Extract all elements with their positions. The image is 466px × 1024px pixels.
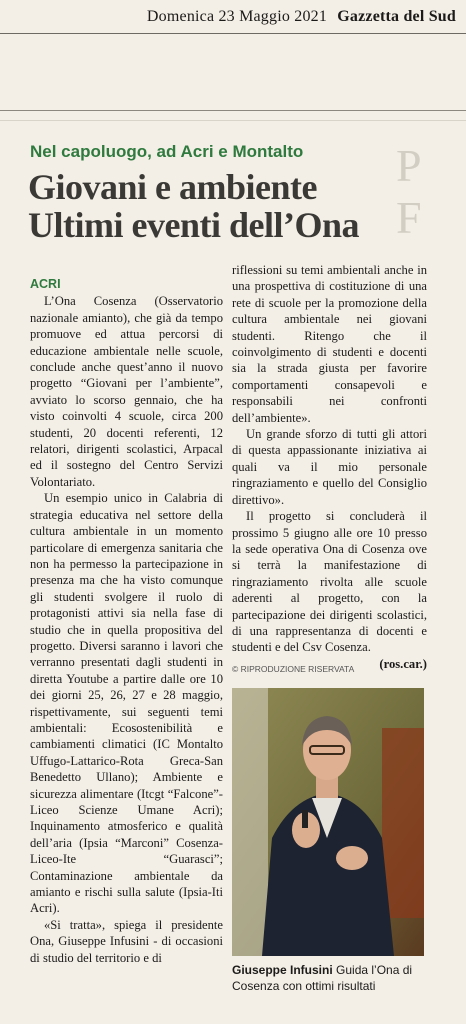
portrait-photo	[232, 688, 424, 956]
section-divider	[0, 110, 466, 111]
body-paragraph: «Si tratta», spiega il presidente Ona, Giuseppe Infusini - di occasioni di studio del territorio e di	[30, 917, 223, 965]
fold-line	[0, 120, 466, 121]
headline-line-2: Ultimi eventi dell’Ona	[28, 205, 359, 245]
body-paragraph: L’Ona Cosenza (Osservatorio nazionale amianto), che già da tempo promuove ed attua percorsi di educazione ambientale nelle scuole, conclude anche quest’anno il nuovo progetto “Giovani per l’ambiente”, avviato lo scorso gennaio, che ha visto coinvolti 4 scuole, circa 200 studenti, 20 docenti referenti, 12 relatori, dirigenti scolastici, Arpacal ed il sostegno del Centro Servizi Volontariato.	[30, 294, 223, 489]
body-paragraph: Un grande sforzo di tutti gli attori di questa appassionante iniziativa ai quali va il mio personale ringraziamento e quello del Consiglio direttivo».	[232, 427, 427, 507]
caption-text: Guida l’Ona di Cosenza con ottimi risultati	[232, 963, 413, 993]
body-paragraph: riflessioni su temi ambientali anche in una prospettiva di costituzione di una rete di scuole per la promozione della cultura ambientale nei giovani studenti. Ritengo che il coinvolgimento di studenti e docenti sia la strada giusta per favorire comportamenti consapevoli e responsabili nei confronti dell’ambiente».	[232, 263, 427, 425]
body-paragraph: Il progetto si concluderà il prossimo 5 giugno alle ore 10 presso la sede operativa Ona di Cosenza ove si terrà la manifestazione di ringraziamento rivolta alle scuole aderenti al progetto, con la partecipazione dei dirigenti scolastici, di una rappresentanza di docenti e studenti e del Csv Cosenza.	[232, 509, 427, 655]
article-headline	[28, 168, 438, 244]
issue-date: Domenica 23 Maggio 2021	[146, 8, 328, 25]
caption-name: Giuseppe Infusini	[232, 963, 333, 977]
location-tag: ACRI	[30, 277, 61, 291]
speaker-illustration	[232, 688, 424, 956]
article-kicker: Nel capoluogo, ad Acri e Montalto	[30, 142, 304, 161]
article-column-left	[30, 276, 223, 966]
masthead-rule	[0, 33, 466, 34]
bleed-through-text: P F	[396, 140, 422, 243]
newspaper-name: Gazzetta del Sud	[337, 8, 456, 25]
body-paragraph: Un esempio unico in Calabria di strategia educativa nel settore della cultura ambientale in un momento particolare di emergenza sanitaria che non ha permesso la partecipazione in presenza ma che ha visto comunque gli studenti svolgere il ruolo di protagonisti attivi sia nella fase di studio che in quella propositiva del progetto. Diversi saranno i lavori che verranno presentati dagli studenti in diretta Youtube a partire dalle ore 10 dei giorni 25, 26, 27 e 28 maggio, rispettivamente, sui seguenti temi ambientali: Ecosostenibilità e cambiamenti climatici (IC Montalto Uffugo-Lattarico-Rota Greca-San Benedetto Ullano); Ambiente e sicurezza alimentare (Itcgt “Falcone”-Liceo Scienze Umane Acri); Inquinamento atmosferico e qualità dell’aria (Ipsia “Marconi” Cosenza-Liceo-Ite “Guarasci”; Contaminazione ambientale da amianto e rischi sulla salute (Ipsia-Iti Acri).	[30, 491, 223, 916]
author-signature: (ros.car.)	[379, 656, 427, 671]
copyright-note: © RIPRODUZIONE RISERVATA	[232, 664, 355, 674]
photo-caption	[232, 962, 427, 994]
headline-line-1: Giovani e ambiente	[28, 167, 317, 207]
article-column-right	[232, 262, 427, 672]
